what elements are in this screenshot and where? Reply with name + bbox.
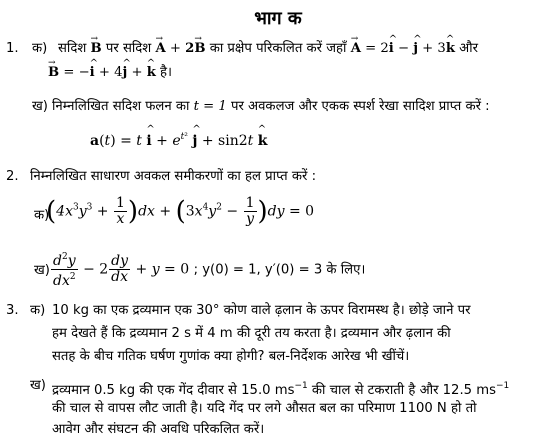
question-3b-label: ख) xyxy=(30,378,46,393)
question-1a-line-2 xyxy=(48,64,172,82)
q1a-text-1: सदिश xyxy=(58,41,87,56)
t-equals-one: t = 1 xyxy=(193,99,227,114)
q1a-text-5: है। xyxy=(160,65,173,80)
question-3b-line-3: आवेग और संघटन की अवधि परिकलित करें। xyxy=(52,422,265,437)
differential-equation-a: ($4x^3y^3$ + $\frac{1}{x}$ )$dx + (3x^4y^2$ − $\frac{1}{y}$ )dy = 0 xyxy=(46,195,315,227)
question-2a-label: क) xyxy=(34,208,50,223)
question-3b-line-1 xyxy=(52,377,509,400)
unit-exponent-2: −1 xyxy=(495,381,510,391)
question-3a-line-2: हम देखते हैं कि द्रव्यमान 2 s में 4 m की दूरी तय करता है। द्रव्यमान और ढ़लान की xyxy=(52,326,451,341)
q1a-text-4: और xyxy=(459,41,479,56)
q1a-text-3: का प्रक्षेप परिकलित करें जहाँ xyxy=(209,41,347,56)
initial-conditions: ; y(0) = 1, y′(0) = 3 के लिए। xyxy=(193,262,366,278)
vector-b: → B xyxy=(91,40,102,58)
question-2b-label: ख) xyxy=(34,263,50,278)
q1b-text-1: निम्नलिखित सदिश फलन का xyxy=(52,99,190,114)
q3b-text-1: द्रव्यमान 0.5 kg की एक गेंद दीवार से 15.0 ms xyxy=(52,383,295,398)
vector-b-definition: → B = −^ i + 4^ j + ^ k xyxy=(48,65,156,80)
q3b-text-2: की चाल से टकराती है और 12.5 ms xyxy=(311,383,496,398)
question-2-number: 2. xyxy=(6,169,19,184)
vector-a-definition: → A = 2^ i − ^ j + 3^ k xyxy=(351,41,455,56)
question-1b-line-1 xyxy=(52,98,490,116)
question-3b-line-2: की चाल से वापस लौट जाती है। यदि गेंद पर लगे औसत बल का परिमाण 1100 N हो तो xyxy=(52,401,477,416)
vector-function-a: a(t) = t ^ $i + e^{t^2}$ ^ j + sin2t ^ k xyxy=(90,132,267,149)
q1b-text-2: पर अवकलज और एकक स्पर्श रेखा सादिश प्राप्त करें : xyxy=(230,99,490,114)
q1a-text-2: पर सदिश xyxy=(105,41,152,56)
question-2-intro: निम्नलिखित साधारण अवकल समीकरणों का हल प्राप्त करें : xyxy=(30,169,317,184)
unit-exponent-1: −1 xyxy=(294,381,308,391)
question-1-number: 1. xyxy=(6,41,19,56)
question-3-number: 3. xyxy=(6,303,19,318)
differential-equation-b: $\frac{d^2y}{dx^2}$ − 2 $\frac{dy}{dx}$ + y = 0 ; y(0) = 1, y′(0) = 3 के लिए। xyxy=(53,252,366,289)
question-3a-line-3: सतह के बीच गतिक घर्षण गुणांक क्या होगी? बल-निर्देशक आरेख भी खींचें। xyxy=(52,349,410,364)
question-3a-label: क) xyxy=(30,303,46,318)
question-1b-label: ख) xyxy=(32,99,48,114)
section-title: भाग क xyxy=(254,8,302,29)
vector-a-plus-2b: → A + 2→ B xyxy=(155,41,205,56)
question-1a-label: क) xyxy=(32,41,48,56)
question-3a-line-1: 10 kg का एक द्रव्यमान एक 30° कोण वाले ढ़लान के ऊपर विरामस्थ है। छोड़े जाने पर xyxy=(52,303,471,318)
question-1a-line-1 xyxy=(58,40,478,58)
